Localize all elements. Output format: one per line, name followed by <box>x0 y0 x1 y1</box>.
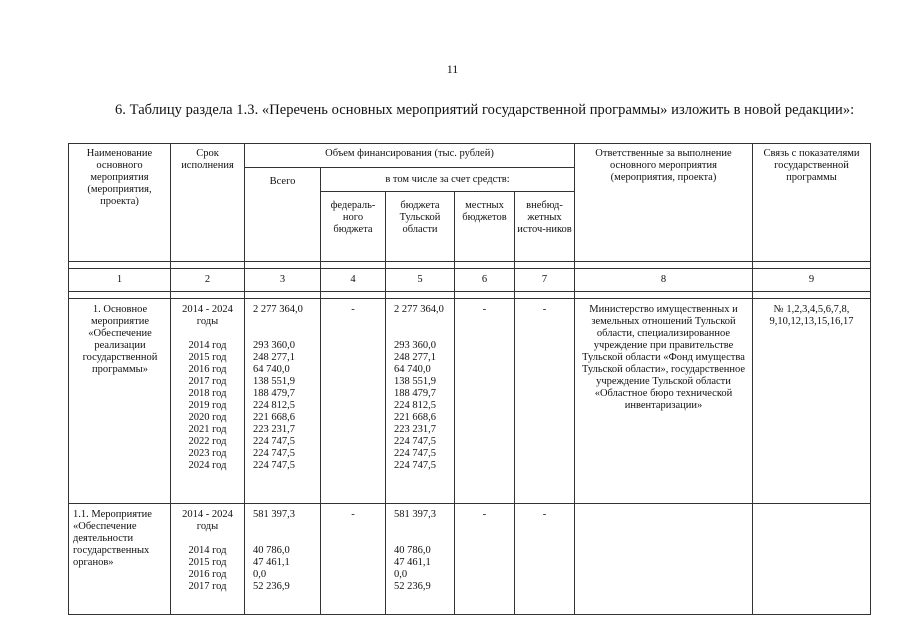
offbudget-value: - <box>515 504 575 615</box>
year-label: 2014 год <box>188 545 227 556</box>
header-offbudget: внебюд-жетных источ-ников <box>515 192 575 262</box>
column-number: 6 <box>455 269 515 292</box>
line-gap <box>253 316 318 328</box>
period-list <box>171 509 244 593</box>
column-number: 7 <box>515 269 575 292</box>
year-label: 2015 год <box>188 352 227 363</box>
column-number: 9 <box>753 269 871 292</box>
measure-period-cell <box>171 299 245 504</box>
year-label: 2021 год <box>188 424 227 435</box>
column-number: 3 <box>245 269 321 292</box>
year-regional-value: 224 747,5 <box>394 436 436 447</box>
local-value: - <box>455 299 515 504</box>
year-label: 2019 год <box>188 400 227 411</box>
total-cell <box>245 299 321 504</box>
line-gap <box>394 316 452 328</box>
indicator-link <box>753 504 871 615</box>
year-total-value: 248 277,1 <box>253 352 295 363</box>
year-regional-value: 224 747,5 <box>394 460 436 471</box>
year-regional-value: 293 360,0 <box>394 340 436 351</box>
column-number-row <box>69 269 871 292</box>
header-funding: Объем финансирования (тыс. рублей) <box>245 144 575 168</box>
regional-cell <box>386 504 455 615</box>
year-total-value: 223 231,7 <box>253 424 295 435</box>
year-total-value: 47 461,1 <box>253 557 290 568</box>
line-gap <box>171 533 244 545</box>
regional-list <box>394 509 452 593</box>
year-total-value: 52 236,9 <box>253 581 290 592</box>
header-local: местных бюджетов <box>455 192 515 262</box>
year-regional-value: 188 479,7 <box>394 388 436 399</box>
year-total-value: 40 786,0 <box>253 545 290 556</box>
column-number: 5 <box>386 269 455 292</box>
section-heading: 6. Таблицу раздела 1.3. «Перечень основных мероприятий государственной программы» изложить в новой редакции»: <box>115 102 855 118</box>
line-gap <box>253 533 318 545</box>
year-regional-value: 52 236,9 <box>394 581 431 592</box>
header-total: Всего <box>245 168 321 262</box>
period-range: 2014 - 2024 <box>182 304 233 315</box>
year-total-value: 293 360,0 <box>253 340 295 351</box>
line-gap <box>253 521 318 533</box>
year-label: 2018 год <box>188 388 227 399</box>
year-label: 2016 год <box>188 569 227 580</box>
year-total-value: 188 479,7 <box>253 388 295 399</box>
header-responsible: Ответственные за выполнение основного мероприятия (мероприятия, проекта) <box>575 144 753 262</box>
measure-name: 1. Основное мероприятие «Обеспечение реализации государственной программы» <box>69 299 171 504</box>
table-row <box>69 299 871 504</box>
column-number: 1 <box>69 269 171 292</box>
year-total-value: 224 747,5 <box>253 460 295 471</box>
year-label: 2024 год <box>188 460 227 471</box>
line-gap <box>394 533 452 545</box>
header-federal: федераль-ного бюджета <box>321 192 386 262</box>
federal-value: - <box>321 299 386 504</box>
line-gap <box>253 328 318 340</box>
year-total-value: 0,0 <box>253 569 267 580</box>
page-number: 11 <box>446 62 459 76</box>
regional-value: 581 397,3 <box>394 509 436 520</box>
year-regional-value: 224 747,5 <box>394 448 436 459</box>
year-label: 2020 год <box>188 412 227 423</box>
year-regional-value: 138 551,9 <box>394 376 436 387</box>
total-value: 581 397,3 <box>253 509 295 520</box>
federal-value: - <box>321 504 386 615</box>
year-regional-value: 221 668,6 <box>394 412 436 423</box>
year-label: 2022 год <box>188 436 227 447</box>
header-name: Наименование основного мероприятия (мероприятия, проекта) <box>69 144 171 262</box>
total-value: 2 277 364,0 <box>253 304 303 315</box>
year-total-value: 138 551,9 <box>253 376 295 387</box>
total-cell <box>245 504 321 615</box>
year-regional-value: 248 277,1 <box>394 352 436 363</box>
column-number: 2 <box>171 269 245 292</box>
year-label: 2015 год <box>188 557 227 568</box>
period-unit: годы <box>196 521 219 532</box>
indicator-link: № 1,2,3,4,5,6,7,8, 9,10,12,13,15,16,17 <box>753 299 871 504</box>
year-label: 2023 год <box>188 448 227 459</box>
regional-cell <box>386 299 455 504</box>
year-total-value: 224 812,5 <box>253 400 295 411</box>
header-link: Связь с показателями государственной программы <box>753 144 871 262</box>
year-regional-value: 223 231,7 <box>394 424 436 435</box>
line-gap <box>171 328 244 340</box>
local-value: - <box>455 504 515 615</box>
measure-name: 1.1. Мероприятие «Обеспечение деятельности государственных органов» <box>69 504 171 615</box>
year-label: 2017 год <box>188 581 227 592</box>
column-number: 8 <box>575 269 753 292</box>
header-including: в том числе за счет средств: <box>321 168 575 192</box>
measures-table <box>68 143 871 615</box>
line-gap <box>394 328 452 340</box>
year-total-value: 64 740,0 <box>253 364 290 375</box>
line-gap <box>394 521 452 533</box>
year-regional-value: 64 740,0 <box>394 364 431 375</box>
period-list <box>171 304 244 472</box>
measure-period-cell <box>171 504 245 615</box>
year-regional-value: 0,0 <box>394 569 408 580</box>
offbudget-value: - <box>515 299 575 504</box>
year-regional-value: 224 812,5 <box>394 400 436 411</box>
period-unit: годы <box>196 316 219 327</box>
period-range: 2014 - 2024 <box>182 509 233 520</box>
header-term: Срок исполнения <box>171 144 245 262</box>
year-label: 2016 год <box>188 364 227 375</box>
table-row <box>69 504 871 615</box>
column-number: 4 <box>321 269 386 292</box>
year-total-value: 224 747,5 <box>253 448 295 459</box>
regional-list <box>394 304 452 472</box>
year-label: 2017 год <box>188 376 227 387</box>
header-regional: бюджета Тульской области <box>386 192 455 262</box>
responsible-text <box>575 504 753 615</box>
regional-value: 2 277 364,0 <box>394 304 444 315</box>
responsible-text: Министерство имущественных и земельных отношений Тульской области, специализированное учреждение при правительстве Тульской области «Фонд имущества Тульской области», государственное учреждение Тульской области «Областное бюро технической инвентаризации» <box>575 299 753 504</box>
year-total-value: 221 668,6 <box>253 412 295 423</box>
year-total-value: 224 747,5 <box>253 436 295 447</box>
year-regional-value: 47 461,1 <box>394 557 431 568</box>
total-list <box>253 304 318 472</box>
year-label: 2014 год <box>188 340 227 351</box>
year-regional-value: 40 786,0 <box>394 545 431 556</box>
total-list <box>253 509 318 593</box>
